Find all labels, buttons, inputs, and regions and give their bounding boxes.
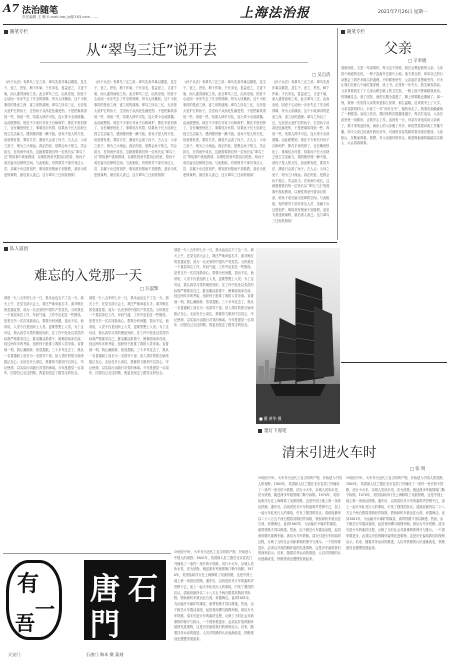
section-tag-2: [341, 29, 365, 35]
article-3-col-3: 那是一九八五年的七月一日，我永远也忘不了这一天。那天上午，在党支部大会上，我庄严地举起右手，面对鲜红的党旗宣誓，成为一名光荣的中国共产党党员。当时我在一个基层单位工作，年轻气盛，工作中也犯过一些错误。是老支书一次次找我谈心，帮我分析问题，指出不足。他常说，入党不仅是组织上入党，更要思想上入党。为了这句话，我认真学习党的理论知识，在工作中处处以党员的标准严格要求自己，脏活累活抢着干，困难面前冲在前。经过两年多的考验，组织终于批准了我的入党申请。宣誓那一刻，我心潮澎湃，热泪盈眶。三十多年过去了，我从一名普通职工成长为一名领导干部，但入党时的誓言始终铭记在心。无论在什么岗位，我都努力做到不忘初心、牢记使命，以实际行动践行对党的承诺。今年是建党一百周年，回望自己走过的路，我更加坚定了跟党走的信念。: [174, 248, 254, 328]
section-tag-3: [4, 246, 28, 252]
section-tag-1: [4, 29, 28, 35]
section-rule: [3, 242, 337, 243]
article-2-body: 春雨如丝，又是一年清明时。每当这个时候，我总会想起我的父亲。父亲是个地道的农民，一辈子没离开过那片土地。他不善言辞，却用自己的行动教会了我许多做人的道理。小时候家里穷，父亲起早贪黑地劳作，只为让我们兄妹几个能吃饱穿暖、读上书。记得有一年冬天，我生病发高烧，父亲背着我走了十几里山路去镇上的卫生院，一路上他不停地跟我说话，怕我睡过去。到了医院，他的衣服全湿透了，脚上的棉鞋也磨破了。那一刻，我第一次觉得父亲的背是那么宽厚、那么温暖。后来我考上了大学，父亲送我到村口，只说了一句“好好念书”，便转身走了。我看见他偷偷抹了一把眼泪。参加工作后，我回家的次数越来越少，每次打电话，父亲总说家里一切都好，让我安心工作。直到有一天，母亲打来电话说父亲病了，我才匆匆赶回家。病床上的父亲瘦了许多，却依然笑着问我工作累不累。如今父亲已经离开我们多年，可他的音容笑貌时常浮现在眼前。父爱如山，沉默而厚重。我想，对父亲最好的怀念，就是像他那样踏踏实实做人、认认真真做事。: [341, 66, 444, 146]
seal-2-glyph: 唐: [90, 572, 120, 607]
section-tag-4: [258, 428, 287, 434]
article-4-title: 清末引进火车时: [282, 445, 377, 461]
article-4-byline: [410, 466, 425, 472]
article-1-col-2: 《孙子兵法》有翠鸟三迁之说：翠鸟先高作巢以避患，及生子，爱之，恐坠，稍下作巢；子长羽毛，复益爱之，又更下巢，而人遂得而取之矣。此言翠鸟三迁，由高至低，因爱子心切而一步步失去了安全的屏障，终为人所擒获。这个小故事讲的是爱之深、害之切的道理。翠鸟之所以三迁，无非是太爱护它的孩子，生怕孩子从高处坠落受伤，于是把巢筑得低一些，再低一些，结果人伸手可及，连大带小全部被擒。由此联想到，现在不少家长对孩子百般呵护，捧在手里怕摔了，含在嘴里怕化了，事事包办代替，结果孩子长大后缺乏独立生活能力，遇到挫折便一蹶不振。爱孩子是人的天性，但爱要有度，要讲方法，溺爱只会害了孩子。古人云：父母之爱子，则为之计深远。真正的爱，是教会孩子独立，学会担当，在风雨中成长。这就需要我们每一位家长从“翠鸟三迁”的故事中汲取教训，以理性的爱代替盲目的爱，给孩子成长留出足够的空间。与此相似，有的领导干部对身边人员、亲属子女过度袒护，明知其有错而不加管教，甚至为其违规谋利，最后害人害己。这与翠鸟三迁何其相似！: [94, 80, 177, 177]
seal-1-glyph: 有: [17, 571, 40, 597]
junk-boat-icon: [256, 248, 340, 424]
article-4-col-2: 19世纪中叶，火车作为近代工业文明的产物，开始进入中国人的视野。1865年，英国商人杜兰德在北京宣武门外铺设了一条约一里长的小铁路，试行小火车，京城人见所未见，诧为妖物，朝廷命步军统领衙门勒令拆除。1876年，英国怡和洋行在上海修筑了吴淞铁路，这是中国土地上第一条营运铁路。通车后，沿线居民对火车的轰鸣声恐惧不已，加上一起火车轧死行人的事故，引发了强烈的抗议。清政府最终以二十八万五千两白银将其购回并拆除，铁轨和机车被运往台湾，弃置海边。直到1881年，为运输开平煤矿的煤炭，唐胥铁路才得以修建。然而，由于顾忌火车震动皇陵，起初竟用骡马拖拽车厢，被讥为马车铁路。清末引进火车的曲折过程，反映了当时社会对新事物的保守与排斥。一个国家要进步，必须以开放的胸怀接纳先进事物，这是历史留给我们的深刻启示。后来，随着洋务运动的推进，人们对铁路的认识逐渐改变，铁路建设也慢慢发展起来。: [258, 476, 342, 562]
article-2-byline: [408, 58, 426, 64]
seal-1-caption: 天安门: [8, 652, 21, 657]
page-number-badge: A7: [3, 2, 20, 15]
article-1-col-3: 《孙子兵法》有翠鸟三迁之说：翠鸟先高作巢以避患，及生子，爱之，恐坠，稍下作巢；子长羽毛，复益爱之，又更下巢，而人遂得而取之矣。此言翠鸟三迁，由高至低，因爱子心切而一步步失去了安全的屏障，终为人所擒获。这个小故事讲的是爱之深、害之切的道理。翠鸟之所以三迁，无非是太爱护它的孩子，生怕孩子从高处坠落受伤，于是把巢筑得低一些，再低一些，结果人伸手可及，连大带小全部被擒。由此联想到，现在不少家长对孩子百般呵护，捧在手里怕摔了，含在嘴里怕化了，事事包办代替，结果孩子长大后缺乏独立生活能力，遇到挫折便一蹶不振。爱孩子是人的天性，但爱要有度，要讲方法，溺爱只会害了孩子。古人云：父母之爱子，则为之计深远。真正的爱，是教会孩子独立，学会担当，在风雨中成长。这就需要我们每一位家长从“翠鸟三迁”的故事中汲取教训，以理性的爱代替盲目的爱，给孩子成长留出足够的空间。与此相似，有的领导干部对身边人员、亲属子女过度袒护，明知其有错而不加管教，甚至为其违规谋利，最后害人害己。这与翠鸟三迁何其相似！: [183, 80, 266, 177]
article-1-col-4: 《孙子兵法》有翠鸟三迁之说：翠鸟先高作巢以避患，及生子，爱之，恐坠，稍下作巢；子长羽毛，复益爱之，又更下巢，而人遂得而取之矣。此言翠鸟三迁，由高至低，因爱子心切而一步步失去了安全的屏障，终为人所擒获。这个小故事讲的是爱之深、害之切的道理。翠鸟之所以三迁，无非是太爱护它的孩子，生怕孩子从高处坠落受伤，于是把巢筑得低一些，再低一些，结果人伸手可及，连大带小全部被擒。由此联想到，现在不少家长对孩子百般呵护，捧在手里怕摔了，含在嘴里怕化了，事事包办代替，结果孩子长大后缺乏独立生活能力，遇到挫折便一蹶不振。爱孩子是人的天性，但爱要有度，要讲方法，溺爱只会害了孩子。古人云：父母之爱子，则为之计深远。真正的爱，是教会孩子独立，学会担当，在风雨中成长。这就需要我们每一位家长从“翠鸟三迁”的故事中汲取教训，以理性的爱代替盲目的爱，给孩子成长留出足够的空间。与此相似，有的领导干部对身边人员、亲属子女过度袒护，明知其有错而不加管教，甚至为其违规谋利，最后害人害己。这与翠鸟三迁何其相似！: [272, 80, 330, 224]
article-3-title: 难忘的入党那一天: [34, 268, 142, 284]
author-label: □ 汪震擎: [140, 287, 159, 292]
paper-title: 上海法治报: [240, 6, 311, 21]
section-marker-icon: [258, 429, 262, 433]
seal-1-glyph: 一: [35, 597, 55, 621]
masthead-rule: [3, 24, 447, 25]
section-label: 墨灯下漫笔: [264, 429, 287, 434]
photo-junk-boat: [256, 248, 340, 424]
section-marker-icon: [4, 30, 8, 34]
seal-2: [84, 560, 166, 643]
seal-2-glyph: 門: [90, 608, 120, 643]
seal-rule: [3, 553, 171, 554]
section-label: 随笔专栏: [10, 30, 28, 35]
column-name: 法治随笔: [22, 6, 59, 16]
article-1-title: 从“翠鸟三迁”说开去: [86, 43, 218, 59]
author-label: □ 张 明: [410, 467, 426, 472]
article-1-byline: [312, 72, 330, 78]
article-3-col-2: 那是一九八五年的七月一日，我永远也忘不了这一天。那天上午，在党支部大会上，我庄严地举起右手，面对鲜红的党旗宣誓，成为一名光荣的中国共产党党员。当时我在一个基层单位工作，年轻气盛，工作中也犯过一些错误。是老支书一次次找我谈心，帮我分析问题，指出不足。他常说，入党不仅是组织上入党，更要思想上入党。为了这句话，我认真学习党的理论知识，在工作中处处以党员的标准严格要求自己，脏活累活抢着干，困难面前冲在前。经过两年多的考验，组织终于批准了我的入党申请。宣誓那一刻，我心潮澎湃，热泪盈眶。三十多年过去了，我从一名普通职工成长为一名领导干部，但入党时的誓言始终铭记在心。无论在什么岗位，我都努力做到不忘初心、牢记使命，以实际行动践行对党的承诺。今年是建党一百周年，回望自己走过的路，我更加坚定了跟党走的信念。: [89, 296, 169, 376]
section-marker-icon: [4, 247, 8, 251]
column-divider: [337, 28, 338, 240]
article-3-col-1: 那是一九八五年的七月一日，我永远也忘不了这一天。那天上午，在党支部大会上，我庄严地举起右手，面对鲜红的党旗宣誓，成为一名光荣的中国共产党党员。当时我在一个基层单位工作，年轻气盛，工作中也犯过一些错误。是老支书一次次找我谈心，帮我分析问题，指出不足。他常说，入党不仅是组织上入党，更要思想上入党。为了这句话，我认真学习党的理论知识，在工作中处处以党员的标准严格要求自己，脏活累活抢着干，困难面前冲在前。经过两年多的考验，组织终于批准了我的入党申请。宣誓那一刻，我心潮澎湃，热泪盈眶。三十多年过去了，我从一名普通职工成长为一名领导干部，但入党时的誓言始终铭记在心。无论在什么岗位，我都努力做到不忘初心、牢记使命，以实际行动践行对党的承诺。今年是建党一百周年，回望自己走过的路，我更加坚定了跟党走的信念。: [4, 296, 84, 376]
article-4-col-3: 19世纪中叶，火车作为近代工业文明的产物，开始进入中国人的视野。1865年，英国商人杜兰德在北京宣武门外铺设了一条约一里长的小铁路，试行小火车，京城人见所未见，诧为妖物，朝廷命步军统领衙门勒令拆除。1876年，英国怡和洋行在上海修筑了吴淞铁路，这是中国土地上第一条营运铁路。通车后，沿线居民对火车的轰鸣声恐惧不已，加上一起火车轧死行人的事故，引发了强烈的抗议。清政府最终以二十八万五千两白银将其购回并拆除，铁轨和机车被运往台湾，弃置海边。直到1881年，为运输开平煤矿的煤炭，唐胥铁路才得以修建。然而，由于顾忌火车震动皇陵，起初竟用骡马拖拽车厢，被讥为马车铁路。清末引进火车的曲折过程，反映了当时社会对新事物的保守与排斥。一个国家要进步，必须以开放的胸怀接纳先进事物，这是历史留给我们的深刻启示。后来，随着洋务运动的推进，人们对铁路的认识逐渐改变，铁路建设也慢慢发展起来。: [346, 476, 446, 550]
seal-2-glyph: 石: [128, 572, 158, 607]
seal-2-caption: 石唐门 陶本 摄 篆刻: [86, 652, 124, 657]
article-4-col-1: 19世纪中叶，火车作为近代工业文明的产物，开始进入中国人的视野。1865年，英国商人杜兰德在北京宣武门外铺设了一条约一里长的小铁路，试行小火车，京城人见所未见，诧为妖物，朝廷命步军统领衙门勒令拆除。1876年，英国怡和洋行在上海修筑了吴淞铁路，这是中国土地上第一条营运铁路。通车后，沿线居民对火车的轰鸣声恐惧不已，加上一起火车轧死行人的事故，引发了强烈的抗议。清政府最终以二十八万五千两白银将其购回并拆除，铁轨和机车被运往台湾，弃置海边。直到1881年，为运输开平煤矿的煤炭，唐胥铁路才得以修建。然而，由于顾忌火车震动皇陵，起初竟用骡马拖拽车厢，被讥为马车铁路。清末引进火车的曲折过程，反映了当时社会对新事物的保守与排斥。一个国家要进步，必须以开放的胸怀接纳先进事物，这是历史留给我们的深刻启示。后来，随着洋务运动的推进，人们对铁路的认识逐渐改变，铁路建设也慢慢发展起来。: [174, 550, 254, 641]
issue-date: 2021年7月26日 星期一: [378, 10, 428, 15]
masthead: [0, 0, 450, 24]
author-label: □ 辛奉晓: [408, 59, 427, 64]
section-label: 随笔专栏: [347, 30, 365, 35]
editor-line: 责任编辑 王 琳 E-mail:law_bj@163.com ……: [22, 15, 99, 19]
seal-1-glyph: 吾: [15, 611, 35, 635]
author-label: □ 吴自清: [312, 73, 331, 78]
section-rule: [341, 362, 447, 363]
photo-caption: ■ 摄 黄华 摄: [259, 416, 282, 421]
article-3-byline: [140, 286, 158, 292]
section-marker-icon: [341, 30, 345, 34]
seal-1: [6, 560, 62, 640]
headline-underline-1: [40, 62, 308, 63]
article-1-col-1: 《孙子兵法》有翠鸟三迁之说：翠鸟先高作巢以避患，及生子，爱之，恐坠，稍下作巢；子长羽毛，复益爱之，又更下巢，而人遂得而取之矣。此言翠鸟三迁，由高至低，因爱子心切而一步步失去了安全的屏障，终为人所擒获。这个小故事讲的是爱之深、害之切的道理。翠鸟之所以三迁，无非是太爱护它的孩子，生怕孩子从高处坠落受伤，于是把巢筑得低一些，再低一些，结果人伸手可及，连大带小全部被擒。由此联想到，现在不少家长对孩子百般呵护，捧在手里怕摔了，含在嘴里怕化了，事事包办代替，结果孩子长大后缺乏独立生活能力，遇到挫折便一蹶不振。爱孩子是人的天性，但爱要有度，要讲方法，溺爱只会害了孩子。古人云：父母之爱子，则为之计深远。真正的爱，是教会孩子独立，学会担当，在风雨中成长。这就需要我们每一位家长从“翠鸟三迁”的故事中汲取教训，以理性的爱代替盲目的爱，给孩子成长留出足够的空间。与此相似，有的领导干部对身边人员、亲属子女过度袒护，明知其有错而不加管教，甚至为其违规谋利，最后害人害己。这与翠鸟三迁何其相似！: [4, 80, 87, 177]
article-2-title: 父亲: [384, 41, 412, 57]
section-label: 队人道团: [10, 247, 28, 252]
